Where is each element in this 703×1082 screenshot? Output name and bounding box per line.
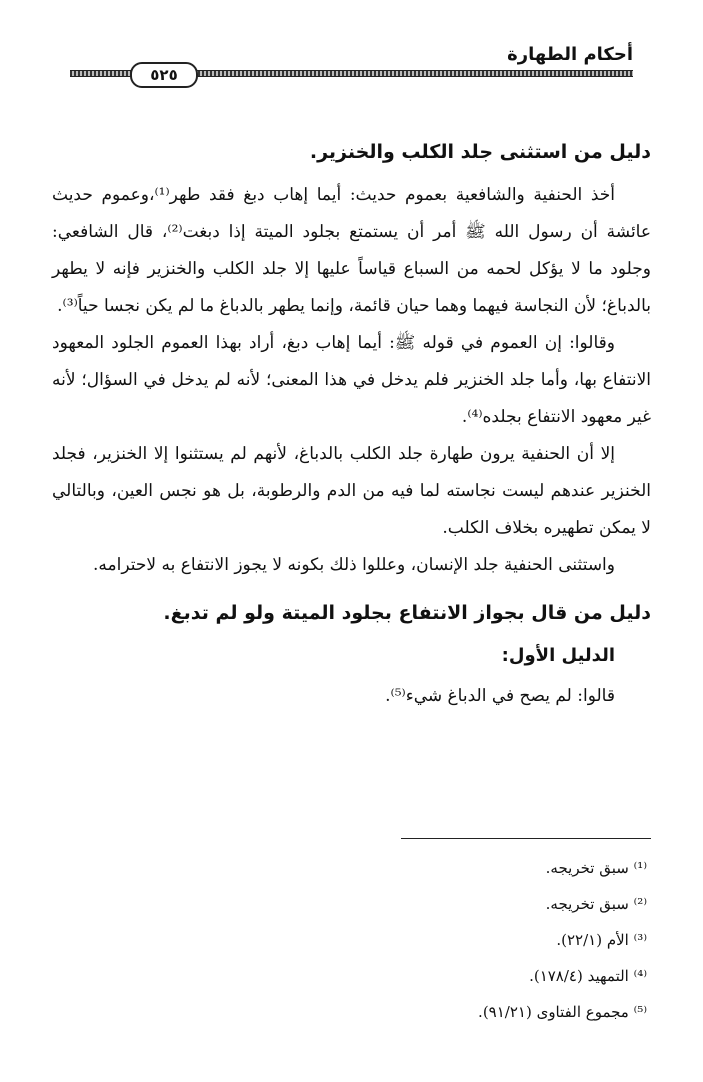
page-body: [52, 135, 651, 714]
footnote-1: ⁽¹⁾ سبق تخريجه.: [545, 859, 647, 877]
footnote-4: ⁽⁴⁾ التمهيد (١٧٨/٤).: [529, 967, 647, 985]
footnote-3: ⁽³⁾ الأم (٢٢/١).: [556, 931, 647, 949]
footnote-5: ⁽⁵⁾ مجموع الفتاوى (٩١/٢١).: [478, 1003, 647, 1021]
footnote-2: ⁽²⁾ سبق تخريجه.: [545, 895, 647, 913]
paragraph-2: وقالوا: إن العموم في قوله ﷺ: أيما إهاب دبغ، أراد بهذا العموم الجلود المعهود الانتفاع بها، وأما جلد الخنزير فلم يدخل في هذا المعنى؛ لأنه لم يدخل في السؤال؛ لأنه غير معهود الانتفاع بجلده⁽⁴⁾.: [52, 333, 651, 427]
running-title: أحكام الطهارة: [507, 44, 633, 65]
section-heading-exception: دليل من استثنى جلد الكلب والخنزير.: [309, 141, 651, 163]
page-number: ٥٢٥: [130, 62, 198, 88]
evidence-line: قالوا: لم يصح في الدباغ شيء⁽⁵⁾.: [385, 686, 615, 706]
first-evidence-heading: الدليل الأول:: [501, 645, 615, 666]
paragraph-4: واستثنى الحنفية جلد الإنسان، وعللوا ذلك بكونه لا يجوز الانتفاع به لاحترامه.: [93, 555, 615, 575]
page-header: [70, 40, 633, 90]
paragraph-1: أخذ الحنفية والشافعية بعموم حديث: أيما إهاب دبغ فقد طهر⁽¹⁾،وعموم حديث عائشة أن رسول الله ﷺ أمر أن يستمتع بجلود الميتة إذا دبغت⁽²⁾، قال الشافعي: وجلود ما لا يؤكل لحمه من السباع قياساً عليها إلا جلد الكلب والخنزير فإنه لا يطهر بالدباغ؛ لأن النجاسة فيهما وهما حيان قائمة، وإنما يطهر بالدباغ ما لم يكن نجسا حياً⁽³⁾.: [52, 185, 651, 316]
section-gap: [52, 584, 651, 596]
footnotes: [52, 850, 651, 1030]
footnote-rule: [401, 838, 651, 839]
paragraph-3: إلا أن الحنفية يرون طهارة جلد الكلب بالدباغ، لأنهم لم يستثنوا إلا الخنزير، فجلد الخنزير عندهم ليست نجاسته لما فيه من الدم والرطوبة، بل هو نجس العين، وبالتالي لا يمكن تطهيره بخلاف الكلب.: [52, 444, 651, 538]
section-heading-undyed: دليل من قال بجواز الانتفاع بجلود الميتة ولو لم تدبغ.: [163, 602, 651, 624]
